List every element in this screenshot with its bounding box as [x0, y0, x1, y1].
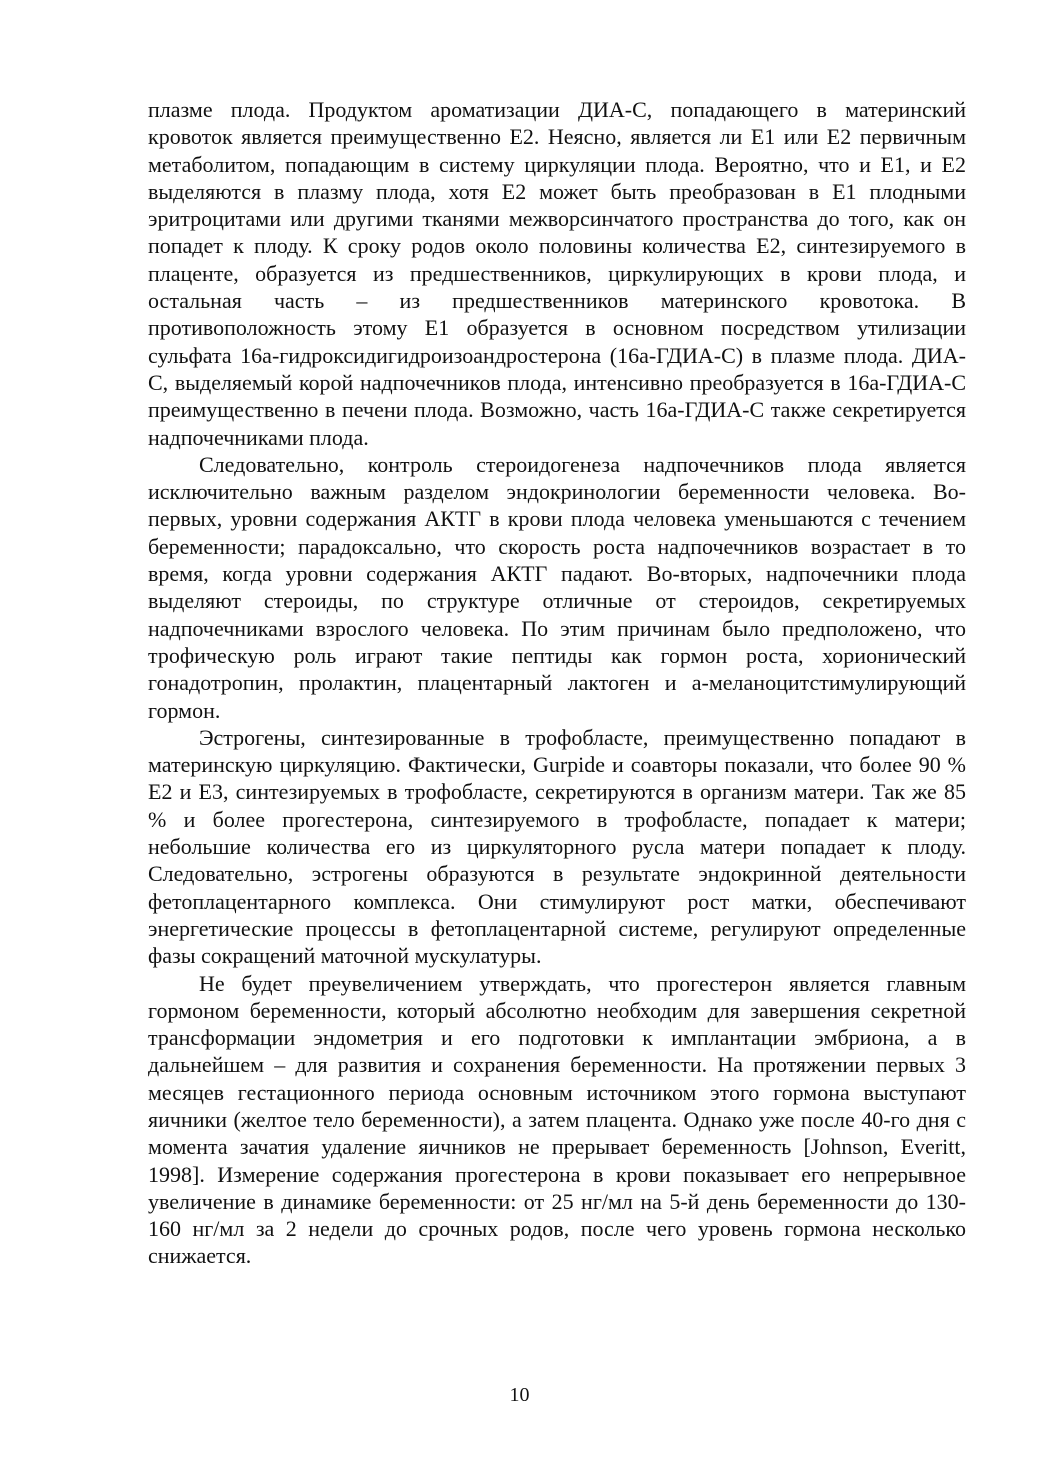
paragraph-1: плазме плода. Продуктом ароматизации ДИА-С, попадающего в материнский кровоток является преимущественно Е2. Неясно, является ли Е1 или Е2 первичным метаболитом, попадающим в систему циркуляции плода. Вероятно, что и Е1, и Е2 выделяются в плазму плода, хотя Е2 может быть преобразован в Е1 плодными эритроцитами или другими тканями межворсинчатого пространства до того, как он попадет к плоду. К сроку родов около половины количества Е2, синтезируемого в плаценте, образуется из предшественников, циркулирующих в крови плода, и остальная часть – из предшественников материнского кровотока. В противоположность этому Е1 образуется в основном посредством утилизации сульфата 16а-гидроксидигидроизоандростерона (16а-ГДИА-С) в плазме плода. ДИА-С, выделяемый корой надпочечников плода, интенсивно преобразуется в 16а-ГДИА-С преимущественно в печени плода. Возможно, часть 16а-ГДИА-С также секретируется надпочечниками плода. — [148, 97, 966, 450]
page-body — [148, 96, 966, 1270]
page-number: 10 — [509, 1384, 530, 1406]
paragraph-2: Следовательно, контроль стероидогенеза надпочечников плода является исключительно важным разделом эндокринологии беременности человека. Во-первых, уровни содержания АКТГ в крови плода человека уменьшаются с течением беременности; парадоксально, что скорость роста надпочечников возрастает в то время, когда уровни содержания АКТГ падают. Во-вторых, надпочечники плода выделяют стероиды, по структуре отличные от стероидов, секретируемых надпочечниками взрослого человека. По этим причинам было предположено, что трофическую роль играют такие пептиды как гормон роста, хорионический гонадотропин, пролактин, плацентарный лактоген и а-меланоцитстимулирующий гормон. — [148, 451, 966, 723]
paragraph-3: Эстрогены, синтезированные в трофобласте, преимущественно попадают в материнскую циркуляцию. Фактически, Gurpide и соавторы показали, что более 90 % Е2 и Е3, синтезируемых в трофобласте, секретируются в организм матери. Так же 85 % и более прогестерона, синтезируемого в трофобласте, попадает к матери; небольшие количества его из циркуляторного русла матери попадает к плоду. Следовательно, эстрогены образуются в результате эндокринной деятельности фетоплацентарного комплекса. Они стимулируют рост матки, обеспечивают энергетические процессы в фетоплацентарной системе, регулируют определенные фазы сокращений маточной мускулатуры. — [148, 724, 966, 969]
paragraph-4: Не будет преувеличением утверждать, что прогестерон является главным гормоном беременности, который абсолютно необходим для завершения секретной трансформации эндометрия и его подготовки к имплантации эмбриона, а в дальнейшем – для развития и сохранения беременности. На протяжении первых 3 месяцев гестационного периода основным источником этого гормона выступают яичники (желтое тело беременности), а затем плацента. Однако уже после 40-го дня с момента зачатия удаление яичников не прерывает беременность [Johnson, Everitt, 1998]. Измерение содержания прогестерона в крови показывает его непрерывное увеличение в динамике беременности: от 25 нг/мл на 5-й день беременности до 130-160 нг/мл за 2 недели до срочных родов, после чего уровень гормона несколько снижается. — [148, 970, 966, 1269]
